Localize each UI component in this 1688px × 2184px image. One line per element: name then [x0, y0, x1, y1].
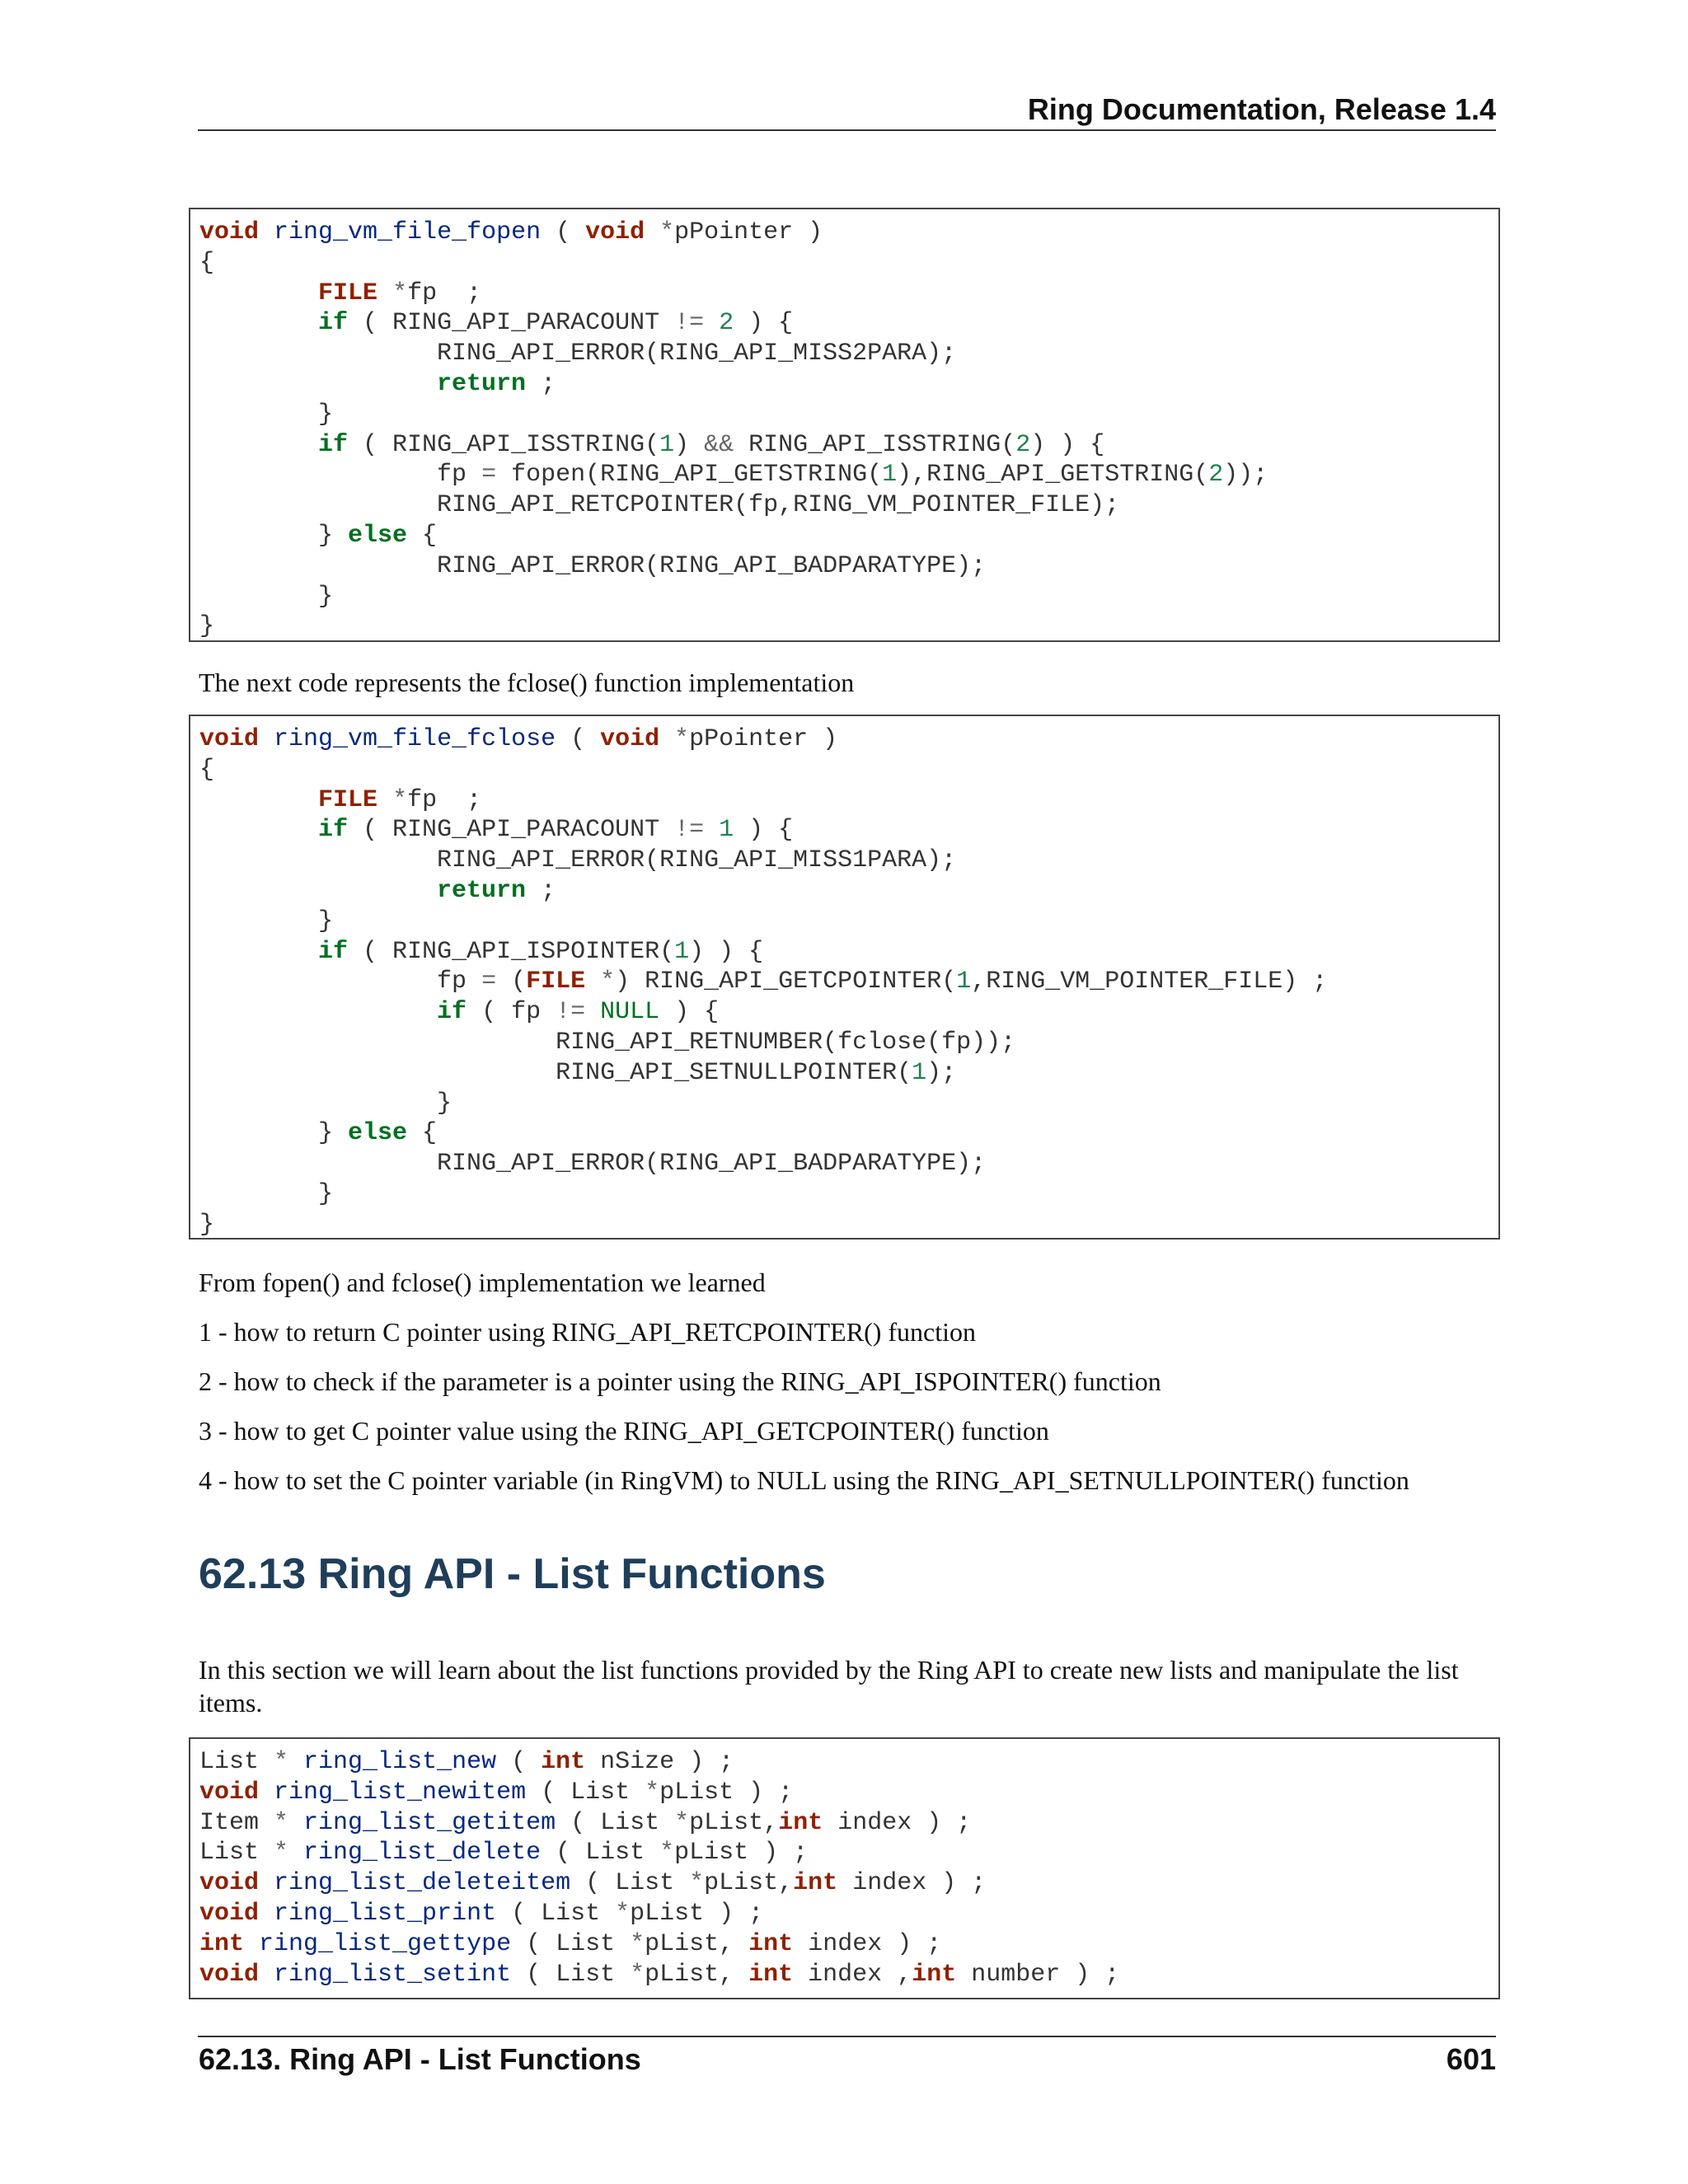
- code-line: RING_API_ERROR(RING_API_MISS1PARA);: [199, 846, 957, 875]
- code-block-fclose: [189, 715, 1500, 1240]
- list-item-2: 2 - how to check if the parameter is a pointer using the RING_API_ISPOINTER() function: [199, 1366, 1161, 1396]
- code-line: void ring_list_newitem ( List *pList ) ;: [199, 1778, 794, 1807]
- code-line: void ring_vm_file_fopen ( void *pPointer ): [199, 218, 823, 246]
- code-line: int ring_list_gettype ( List *pList, int index ) ;: [199, 1929, 942, 1958]
- code-line: Item * ring_list_getitem ( List *pList,int index ) ;: [199, 1808, 972, 1837]
- code-block-fopen: [189, 208, 1500, 642]
- code-line: fp = (FILE *) RING_API_GETCPOINTER(1,RING_VM_POINTER_FILE) ;: [199, 968, 1328, 996]
- code-line: if ( RING_API_PARACOUNT != 2 ) {: [318, 309, 794, 338]
- paragraph-learned: From fopen() and fclose() implementation we learned: [199, 1268, 766, 1297]
- code-line: RING_API_ERROR(RING_API_MISS2PARA);: [199, 340, 957, 368]
- code-line: RING_API_SETNULLPOINTER(1);: [199, 1058, 957, 1087]
- code-line: }: [199, 400, 334, 429]
- code-line: void ring_list_setint ( List *pList, int index ,int number ) ;: [199, 1960, 1120, 1989]
- code-line: {: [199, 755, 215, 784]
- code-line: FILE *fp ;: [318, 785, 482, 814]
- code-line: return ;: [437, 369, 556, 398]
- code-line: } else {: [199, 521, 438, 550]
- code-line: RING_API_RETCPOINTER(fp,RING_VM_POINTER_FILE);: [199, 491, 1120, 520]
- list-item-1: 1 - how to return C pointer using RING_API_RETCPOINTER() function: [199, 1317, 977, 1347]
- code-line: }: [199, 1179, 334, 1208]
- section-title: 62.13 Ring API - List Functions: [199, 1550, 826, 1598]
- code-line: RING_API_ERROR(RING_API_BADPARATYPE);: [199, 1150, 987, 1179]
- code-line: if ( RING_API_ISSTRING(1) && RING_API_ISSTRING(2) ) {: [318, 430, 1105, 459]
- footer-section-label: 62.13. Ring API - List Functions: [199, 2042, 641, 2076]
- code-line: void ring_vm_file_fclose ( void *pPointer ): [199, 725, 838, 753]
- list-item-4: 4 - how to set the C pointer variable (in RingVM) to NULL using the RING_API_SETNULLPOINTER() function: [199, 1465, 1409, 1495]
- code-line: {: [199, 248, 215, 277]
- code-line: }: [199, 612, 215, 641]
- code-line: }: [199, 1089, 452, 1118]
- code-line: void ring_list_deleteitem ( List *pList,int index ) ;: [199, 1869, 987, 1898]
- paragraph-section-intro: In this section we will learn about the list functions provided by the Ring API to create new lists and manipulate the list items.: [199, 1655, 1459, 1718]
- code-block-list-functions: [189, 1737, 1500, 1999]
- code-line: RING_API_ERROR(RING_API_BADPARATYPE);: [199, 551, 987, 580]
- code-line: return ;: [437, 876, 556, 905]
- code-line: List * ring_list_new ( int nSize ) ;: [199, 1748, 734, 1776]
- code-line: }: [199, 582, 334, 611]
- code-line: FILE *fp ;: [318, 279, 482, 307]
- list-item-3: 3 - how to get C pointer value using the RING_API_GETCPOINTER() function: [199, 1416, 1049, 1446]
- code-line: List * ring_list_delete ( List *pList ) ;: [199, 1839, 809, 1868]
- paragraph-fclose-intro: The next code represents the fclose() function implementation: [199, 668, 855, 697]
- code-line: if ( fp != NULL ) {: [437, 998, 720, 1027]
- code-line: }: [199, 907, 334, 935]
- code-line: fp = fopen(RING_API_GETSTRING(1),RING_API_GETSTRING(2));: [199, 461, 1268, 490]
- code-line: } else {: [199, 1119, 438, 1148]
- code-line: if ( RING_API_ISPOINTER(1) ) {: [318, 937, 764, 966]
- header-title: Ring Documentation, Release 1.4: [1027, 92, 1496, 126]
- footer-rule: [198, 2036, 1496, 2037]
- code-line: void ring_list_print ( List *pList ) ;: [199, 1899, 764, 1928]
- code-line: if ( RING_API_PARACOUNT != 1 ) {: [318, 816, 794, 845]
- page-number: 601: [1446, 2042, 1496, 2076]
- code-line: }: [199, 1210, 215, 1239]
- code-line: RING_API_RETNUMBER(fclose(fp));: [199, 1028, 1016, 1057]
- header-rule: [198, 129, 1496, 131]
